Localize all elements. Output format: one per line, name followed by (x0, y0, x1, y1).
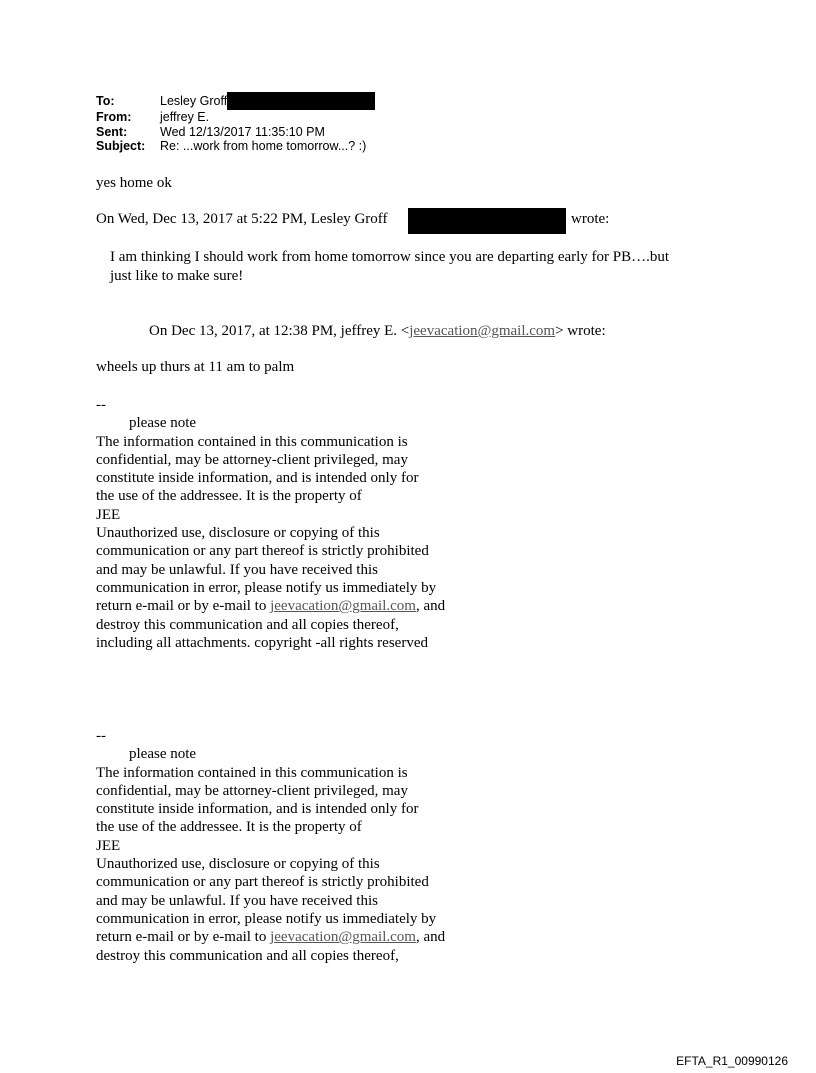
signature-line: the use of the addressee. It is the property of (96, 488, 362, 505)
signature-line: communication or any part thereof is strictly prohibited (96, 543, 429, 560)
signature-email-prefix: return e-mail or by e-mail to (96, 929, 271, 946)
subject-label: Subject: (96, 139, 146, 153)
signature-line: communication or any part thereof is strictly prohibited (96, 874, 429, 891)
quote-intro (96, 211, 388, 228)
signature-dashes: -- (96, 728, 106, 744)
signature-line: constitute inside information, and is intended only for (96, 470, 419, 487)
quoted-message (110, 248, 669, 286)
signature-email-line (96, 928, 536, 946)
document-id: EFTA_R1_00990126 (676, 1054, 788, 1068)
signature-email-suffix: , and (415, 929, 446, 946)
signature-line: The information contained in this communication is (96, 433, 408, 450)
signature-line: confidential, may be attorney-client privileged, may (96, 451, 408, 468)
reply-text: yes home ok (96, 175, 172, 191)
signature-email-line (96, 597, 536, 615)
from-value: jeffrey E. (160, 110, 210, 124)
signature-email-prefix: return e-mail or by e-mail to (96, 598, 271, 615)
nested-intro-suffix: > wrote: (555, 323, 606, 339)
email-header (96, 94, 375, 154)
from-row (96, 110, 375, 125)
signature-note: please note (129, 746, 197, 763)
signature-line: confidential, may be attorney-client privileged, may (96, 782, 408, 799)
signature-line: communication in error, please notify us immediately by (96, 910, 437, 927)
signature-line: including all attachments. copyright -all rights reserved (96, 634, 428, 651)
signature-email-suffix: , and (415, 598, 446, 615)
to-label: To: (96, 94, 115, 108)
to-row (96, 94, 375, 110)
nested-text: wheels up thurs at 11 am to palm (96, 359, 295, 375)
signature-block (96, 396, 536, 652)
signature-line: Unauthorized use, disclosure or copying of this (96, 856, 380, 873)
signature-line: the use of the addressee. It is the property of (96, 819, 362, 836)
redaction-box (227, 92, 375, 110)
nested-intro (149, 323, 606, 340)
to-value: Lesley Groff (160, 94, 228, 108)
email-link[interactable]: jeevacation@gmail.com (409, 323, 556, 339)
quote-intro-prefix: On Wed, Dec 13, 2017 at 5:22 PM, Lesley Groff (96, 211, 388, 227)
quoted-line: just like to make sure! (110, 268, 244, 284)
subject-row (96, 139, 375, 154)
quoted-line: I am thinking I should work from home tomorrow since you are departing early for PB….but (110, 249, 670, 265)
signature-line: Unauthorized use, disclosure or copying of this (96, 525, 380, 542)
email-link[interactable]: jeevacation@gmail.com (270, 598, 416, 615)
signature-line: constitute inside information, and is intended only for (96, 801, 419, 818)
redaction-box (408, 208, 566, 234)
sent-row (96, 125, 375, 140)
signature-note: please note (129, 415, 197, 432)
sent-value: Wed 12/13/2017 11:35:10 PM (160, 124, 325, 139)
signature-line: destroy this communication and all copies thereof, (96, 616, 399, 633)
signature-line: JEE (96, 837, 121, 854)
signature-line: destroy this communication and all copies thereof, (96, 947, 399, 964)
signature-line: and may be unlawful. If you have received this (96, 561, 378, 578)
subject-value: Re: ...work from home tomorrow...? :) (160, 139, 367, 153)
nested-intro-prefix: On Dec 13, 2017, at 12:38 PM, jeffrey E. < (149, 323, 410, 339)
from-label: From: (96, 110, 132, 124)
signature-line: The information contained in this communication is (96, 764, 408, 781)
signature-line: and may be unlawful. If you have received this (96, 892, 378, 909)
quote-intro-suffix: wrote: (571, 211, 610, 227)
signature-line: communication in error, please notify us immediately by (96, 579, 437, 596)
sent-label: Sent: (96, 124, 128, 139)
signature-block (96, 727, 536, 965)
signature-dashes: -- (96, 397, 106, 413)
signature-line: JEE (96, 506, 121, 523)
email-link[interactable]: jeevacation@gmail.com (270, 929, 416, 946)
